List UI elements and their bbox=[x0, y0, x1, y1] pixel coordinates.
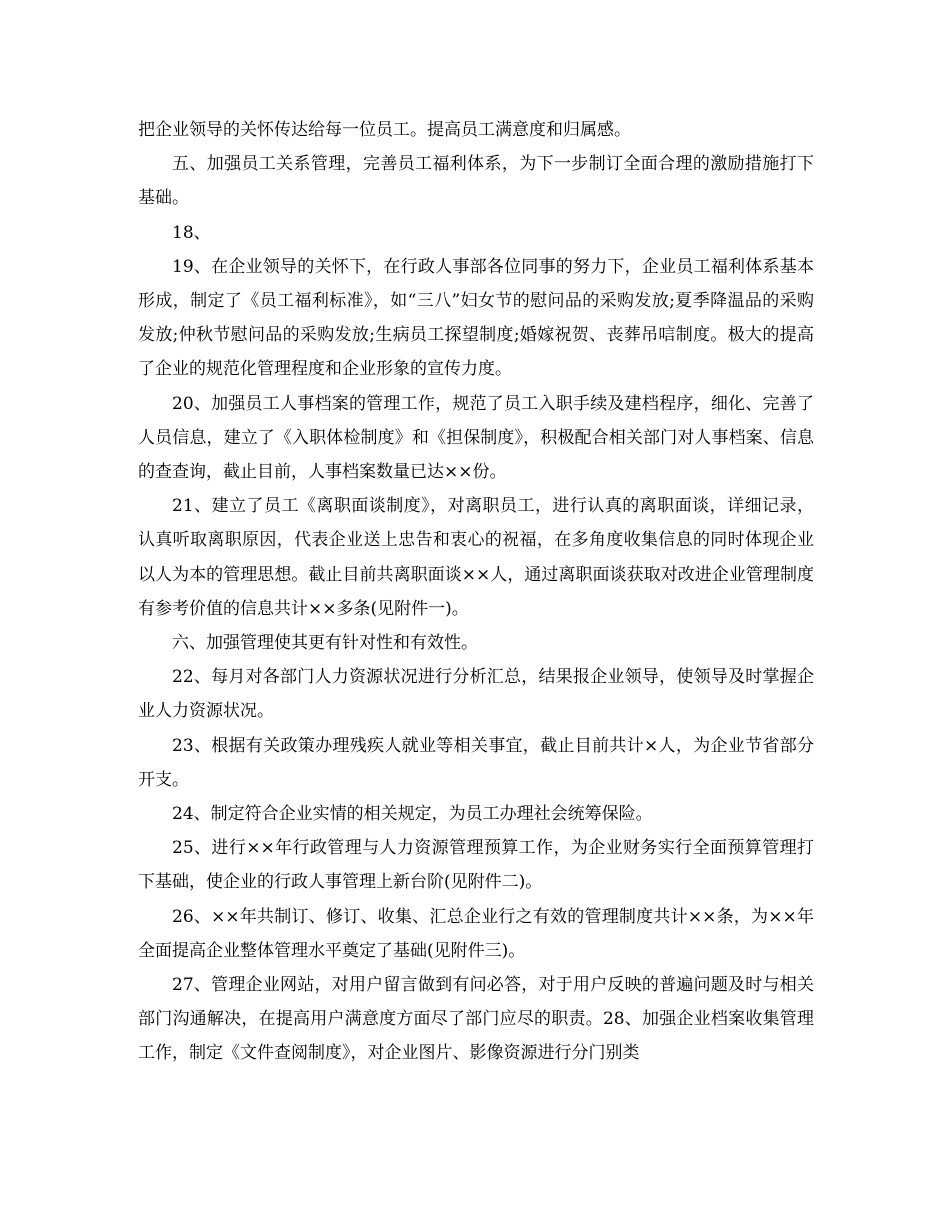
paragraph-item-19: 19、在企业领导的关怀下，在行政人事部各位同事的努力下，企业员工福利体系基本形成，制定了《员工福利标准》，如“三八”妇女节的慰问品的采购发放;夏季降温品的采购发放;仲秋节慰问品的采购发放;生病员工探望制度;婚嫁祝贺、丧葬吊唁制度。极大的提高了企业的规范化管理程度和企业形象的宣传力度。 bbox=[138, 256, 814, 380]
paragraph-item-21: 21、建立了员工《离职面谈制度》，对离职员工，进行认真的离职面谈，详细记录，认真听取离职原因，代表企业送上忠告和衷心的祝福，在多角度收集信息的同时体现企业以人为本的管理思想。截止目前共离职面谈××人，通过离职面谈获取对改进企业管理制度有参考价值的信息共计××多条(见附件一)。 bbox=[138, 496, 814, 619]
paragraph-1: 把企业领导的关怀传达给每一位员工。提高员工满意度和归属感。 bbox=[138, 120, 631, 140]
paragraph-item-25: 25、进行××年行政管理与人力资源管理预算工作，为企业财务实行全面预算管理打下基础，使企业的行政人事管理上新台阶(见附件二)。 bbox=[138, 838, 814, 893]
paragraph-item-27-28: 27、管理企业网站，对用户留言做到有问必答，对于用户反映的普遍问题及时与相关部门沟通解决，在提高用户满意度方面尽了部门应尽的职责。28、加强企业档案收集管理工作，制定《文件查阅制度》，对企业图片、影像资源进行分门别类 bbox=[138, 975, 814, 1064]
paragraph-item-18: 18、 bbox=[172, 222, 211, 243]
section-heading-6: 六、加强管理使其更有针对性和有效性。 bbox=[172, 633, 478, 654]
paragraph-item-26: 26、××年共制订、修订、收集、汇总企业行之有效的管理制度共计××条，为××年全面提高企业整体管理水平奠定了基础(见附件三)。 bbox=[138, 906, 814, 961]
document-body bbox=[138, 113, 814, 1071]
paragraph-item-24: 24、制定符合企业实情的相关规定，为员工办理社会统筹保险。 bbox=[172, 804, 653, 825]
paragraph-item-23: 23、根据有关政策办理残疾人就业等相关事宜，截止目前共计×人，为企业节省部分开支。 bbox=[138, 735, 814, 790]
section-heading-5: 五、加强员工关系管理，完善员工福利体系，为下一步制订全面合理的激励措施打下基础。 bbox=[138, 154, 814, 209]
paragraph-item-20: 20、加强员工人事档案的管理工作，规范了员工入职手续及建档程序，细化、完善了人员信息，建立了《入职体检制度》和《担保制度》，积极配合相关部门对人事档案、信息的查查询，截止目前，人事档案数量已达××份。 bbox=[138, 393, 814, 483]
paragraph-item-22: 22、每月对各部门人力资源状况进行分析汇总，结果报企业领导，使领导及时掌握企业人力资源状况。 bbox=[138, 667, 814, 722]
